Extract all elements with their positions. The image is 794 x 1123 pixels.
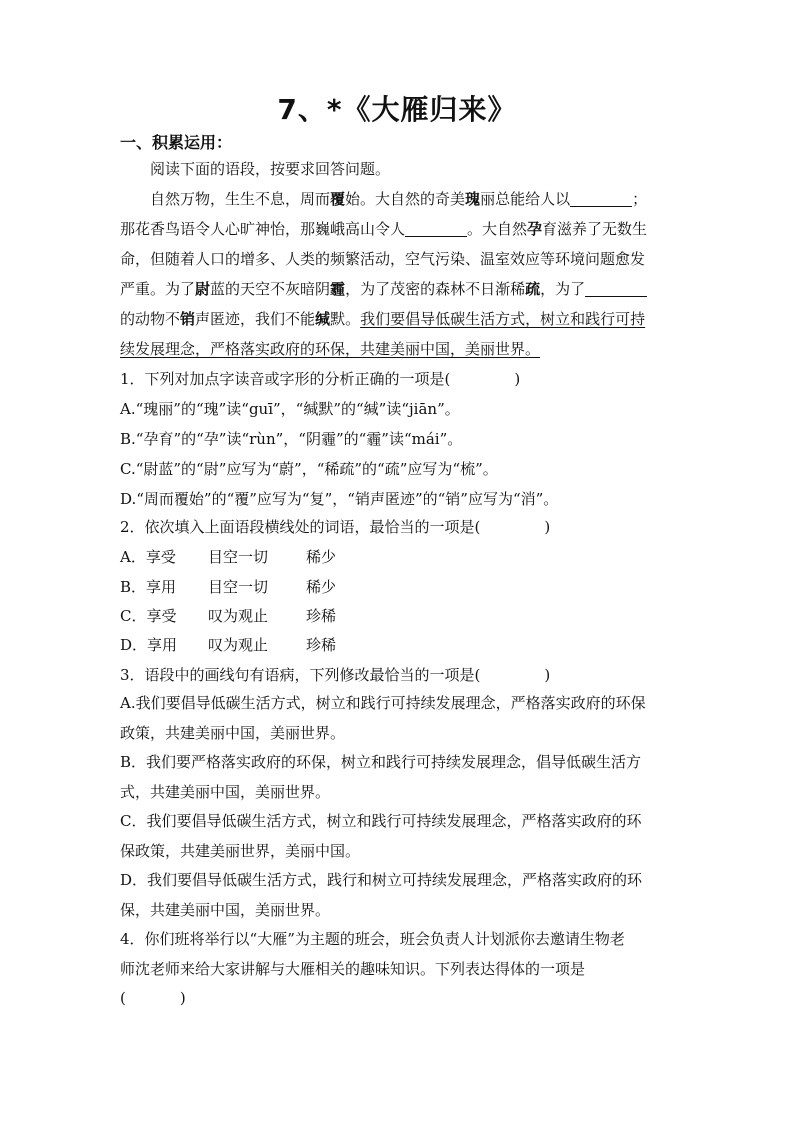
question-3-stem: 3．语段中的画线句有语病，下列修改最恰当的一项是( ): [120, 666, 551, 684]
question-1-stem: 1．下列对加点字读音或字形的分析正确的一项是( ): [120, 370, 521, 388]
q1-option-d: D.“周而覆始”的“覆”应写为“复”，“销声匿迹”的“销”应写为“消”。: [120, 490, 559, 508]
passage-line-1: 自然万物，生生不息，周而覆始。大自然的奇美瑰丽总能给人以 ；: [150, 190, 648, 208]
fill-blank-1[interactable]: [570, 190, 632, 207]
q3-option-d-line-2: 保，共建美丽中国，美丽世界。: [120, 901, 331, 919]
passage-line-3: 命，但随着人口的增多、人类的频繁活动，空气污染、温室效应等环境问题愈发: [120, 250, 646, 268]
fill-blank-3[interactable]: [585, 280, 647, 297]
q1-option-a: A.“瑰丽”的“瑰”读“guī”，“缄默”的“缄”读“jiān”。: [120, 400, 460, 418]
question-4-line-2: 师沈老师来给大家讲解与大雁相关的趣味知识。下列表达得体的一项是: [120, 960, 586, 978]
passage-line-6: [120, 338, 680, 360]
fill-blank-2[interactable]: [405, 220, 467, 237]
passage-line-4: 严重。为了尉蓝的天空不灰暗阴霾，为了茂密的森林不日渐稀疏，为了: [120, 278, 680, 300]
page-title: 7、*《大雁归来》: [277, 93, 517, 126]
q2-option-b: B．享用 目空一切 稀少: [120, 578, 337, 596]
q3-option-c-line-1: C．我们要倡导低碳生活方式，树立和践行可持续发展理念，严格落实政府的环: [120, 812, 642, 830]
question-4-line-1: 4．你们班将举行以“大雁”为主题的班会，班会负责人计划派你去邀请生物老: [120, 930, 625, 948]
reading-instruction: 阅读下面的语段，按要求回答问题。: [150, 160, 391, 178]
q3-option-b-line-1: B．我们要严格落实政府的环保，树立和践行可持续发展理念，倡导低碳生活方: [120, 753, 642, 771]
q3-option-a-line-2: 政策，共建美丽中国，美丽世界。: [120, 724, 346, 742]
underlined-sentence: 我们要倡导低碳生活方式，树立和践行可持: [360, 310, 646, 328]
question-4-paren: ( ): [120, 989, 186, 1007]
q3-option-b-line-2: 式，共建美丽中国，美丽世界。: [120, 783, 331, 801]
underlined-sentence-cont: 续发展理念，严格落实政府的环保，共建美丽中国，美丽世界。: [120, 340, 541, 358]
q3-option-c-line-2: 保政策，共建美丽世界，美丽中国。: [120, 842, 361, 860]
q3-option-d-line-1: D．我们要倡导低碳生活方式，践行和树立可持续发展理念，严格落实政府的环: [120, 871, 643, 889]
passage-line-5: 的动物不销声匿迹，我们不能缄默。我们要倡导低碳生活方式，树立和践行可持: [120, 310, 646, 328]
q1-option-b: B.“孕育”的“孕”读“rùn”，“阴霾”的“霾”读“mái”。: [120, 430, 463, 448]
question-2-stem: 2．依次填入上面语段横线处的词语，最恰当的一项是( ): [120, 518, 551, 536]
q2-option-a: A．享受 目空一切 稀少: [120, 548, 337, 566]
section-heading: 一、积累运用：: [120, 133, 233, 152]
q2-option-c: C．享受 叹为观止 珍稀: [120, 607, 337, 625]
q3-option-a-line-1: A.我们要倡导低碳生活方式，树立和践行可持续发展理念，严格落实政府的环保: [120, 694, 646, 712]
q2-option-d: D．享用 叹为观止 珍稀: [120, 636, 337, 654]
q1-option-c: C.“尉蓝”的“尉”应写为“蔚”，“稀疏”的“疏”应写为“梳”。: [120, 460, 498, 478]
passage-line-2: 那花香鸟语令人心旷神怡，那巍峨高山令人 。大自然孕育滋养了无数生: [120, 220, 648, 238]
